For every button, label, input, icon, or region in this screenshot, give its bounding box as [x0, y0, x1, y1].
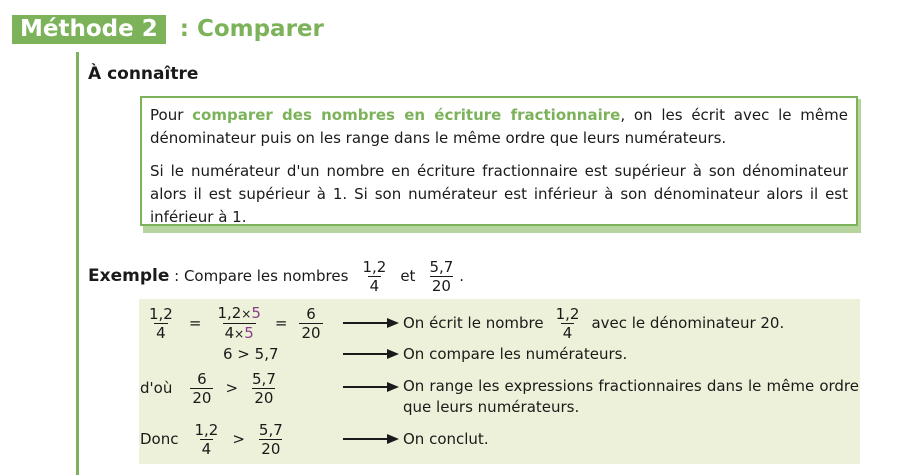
definition-paragraph-1: Pour comparer des nombres en écriture fractionnaire, on les écrit avec le même dénominateur puis on les range dans le même ordre que leurs numérateurs.: [150, 106, 848, 147]
fraction-with-factor: $\frac{1,2\times 5}{4\times 5}$: [217, 303, 261, 342]
arrow-right-icon: [343, 433, 399, 445]
arrow-right-icon: [343, 348, 399, 360]
example-fraction-1: $\frac{1,2}{4}$: [362, 257, 387, 295]
definition-box: [140, 96, 858, 226]
step-row-4-math: Donc $\frac{1,2}{4}$ > $\frac{5,7}{20}$: [140, 420, 283, 458]
fraction: $\frac{1,2}{4}$: [194, 420, 219, 458]
example-text: Compare les nombres: [183, 267, 349, 285]
fraction: $\frac{6}{20}$: [301, 304, 321, 342]
definition-highlight: comparer des nombres en écriture fractionnaire: [192, 106, 621, 124]
step-row-2-math: 6 > 5,7: [223, 345, 279, 363]
section-title: À connaître: [88, 64, 199, 84]
step-row-3-math: d'où $\frac{6}{20}$ > $\frac{5,7}{20}$: [140, 369, 276, 407]
fraction: $\frac{1,2}{4}$: [555, 304, 580, 342]
example-statement: Exemple : Compare les nombres $\frac{1,2}{4}$ et $\frac{5,7}{20}$ .: [88, 257, 465, 295]
fraction: $\frac{5,7}{20}$: [252, 369, 276, 407]
step-row-4-explanation: On conclut.: [403, 430, 489, 448]
example-label: Exemple: [88, 266, 170, 286]
method-title: : Comparer: [179, 16, 324, 42]
fraction: $\frac{5,7}{20}$: [258, 420, 283, 458]
arrow-right-icon: [343, 381, 399, 393]
fraction: $\frac{1,2}{4}$: [149, 304, 173, 342]
left-accent-line: [76, 52, 79, 475]
definition-paragraph-2: Si le numérateur d'un nombre en écriture fractionnaire est supérieur à son dénominateur alors il est supérieur à 1. Si son numérateur est inférieur à son dénominateur alors il est inférieur à 1.: [150, 162, 848, 226]
fraction: $\frac{6}{20}$: [192, 369, 212, 407]
method-header: [12, 14, 324, 44]
step-row-1-math: $\frac{1,2}{4}$ = $\frac{1,2\times 5}{4\times 5}$ = $\frac{6}{20}$: [149, 303, 321, 342]
step-row-2-explanation: On compare les numérateurs.: [403, 345, 628, 363]
example-solution-box: [139, 299, 860, 464]
method-badge: Méthode 2: [12, 15, 166, 44]
arrow-right-icon: [343, 317, 399, 329]
example-fraction-2: $\frac{5,7}{20}$: [429, 257, 454, 295]
step-row-1-explanation: On écrit le nombre $\frac{1,2}{4}$ avec le dénominateur 20.: [403, 304, 785, 342]
step-row-3-explanation: On range les expressions fractionnaires dans le même ordre que leurs numérateurs.: [403, 377, 859, 416]
